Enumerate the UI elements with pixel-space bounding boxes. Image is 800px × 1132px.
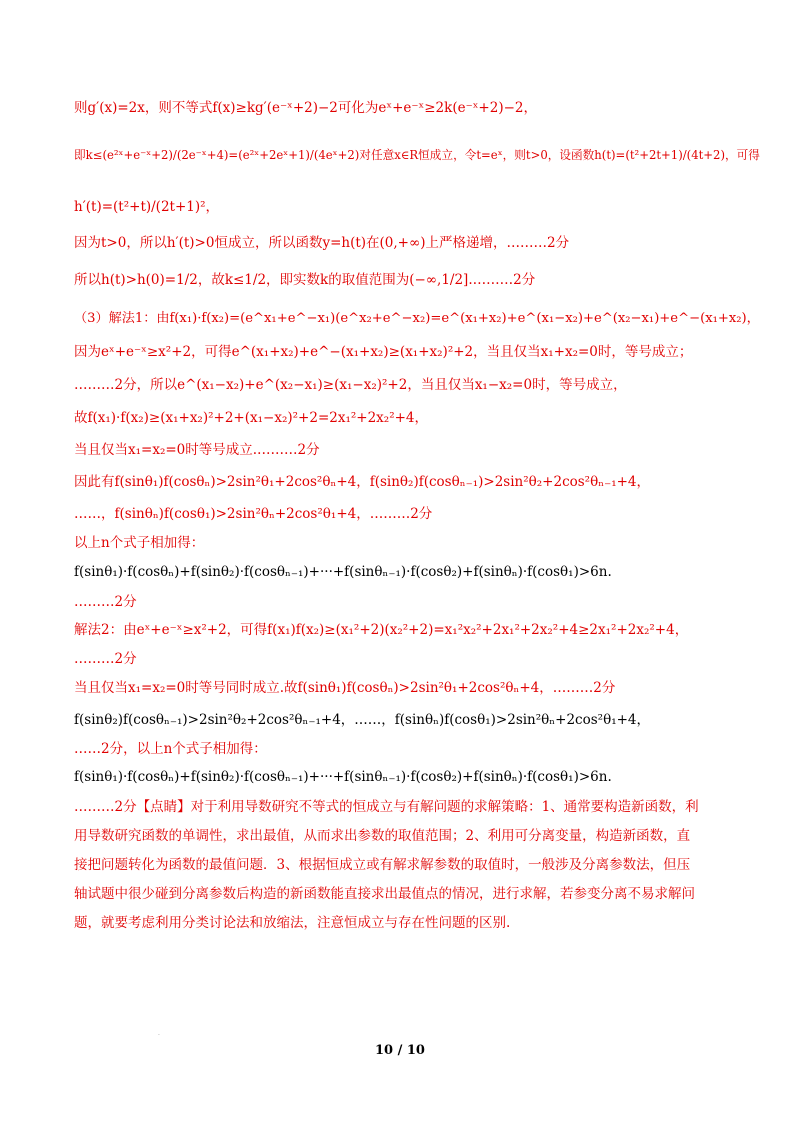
text-line: 解法2：由eˣ+e⁻ˣ≥x²+2，可得f(x₁)f(x₂)≥(x₁²+2)(x₂²+2)=x₁²x₂²+2x₁²+2x₂²+4≥2x₁²+2x₂²+4， [74,622,689,638]
text-line: ………2分 [74,651,137,667]
text-line: 当且仅当x₁=x₂=0时等号同时成立.故f(sinθ₁)f(cosθₙ)>2sin²θ₁+2cos²θₙ+4，………2分 [74,680,616,696]
text-line: ……，f(sinθₙ)f(cosθ₁)>2sin²θₙ+2cos²θ₁+4，………2分 [74,506,433,522]
decorative-dot: · [158,1032,160,1039]
text-line: 因此有f(sinθ₁)f(cosθₙ)>2sin²θ₁+2cos²θₙ+4，f(sinθ₂)f(cosθₙ₋₁)>2sin²θ₂+2cos²θₙ₋₁+4， [74,474,651,490]
text-line: ………2分【点睛】对于利用导数研究不等式的恒成立与有解问题的求解策略：1、通常要构造新函数，利 [74,799,699,815]
text-line: 题，就要考虑利用分类讨论法和放缩法，注意恒成立与存在性问题的区别. [74,915,511,931]
text-line: 因为t>0，所以h′(t)>0恒成立，所以函数y=h(t)在(0,+∞)上严格递增，………2分 [74,235,570,251]
text-line: （3）解法1：由f(x₁)·f(x₂)=(e^x₁+e^−x₁)(e^x₂+e^−x₂)=e^(x₁+x₂)+e^(x₁−x₂)+e^(x₂−x₁)+e^−(x₁+x₂)， [74,311,760,326]
text-line: 接把问题转化为函数的最值问题．3、根据恒成立或有解求解参数的取值时，一般涉及分离参数法，但压 [74,857,691,873]
text-line: ……2分，以上n个式子相加得： [74,741,267,757]
page-number: 10 / 10 [375,1043,425,1058]
text-line: 即k≤(e²ˣ+e⁻ˣ+2)/(2e⁻ˣ+4)=(e²ˣ+2eˣ+1)/(4eˣ+2)对任意x∈R恒成立，令t=eˣ，则t>0，设函数h(t)=(t²+2t+1)/(4t+2)，可得 [74,148,760,162]
text-line: f(sinθ₁)·f(cosθₙ)+f(sinθ₂)·f(cosθₙ₋₁)+···+f(sinθₙ₋₁)·f(cosθ₂)+f(sinθₙ)·f(cosθ₁)>6n. [74,564,612,580]
text-line: 以上n个式子相加得： [74,535,205,551]
text-line: 则g′(x)=2x，则不等式f(x)≥kg′(e⁻ˣ+2)−2可化为eˣ+e⁻ˣ≥2k(e⁻ˣ+2)−2， [74,100,537,116]
text-line: f(sinθ₂)f(cosθₙ₋₁)>2sin²θ₂+2cos²θₙ₋₁+4，……，f(sinθₙ)f(cosθ₁)>2sin²θₙ+2cos²θ₁+4， [74,712,651,728]
text-line: 用导数研究函数的单调性，求出最值，从而求出参数的取值范围；2、利用可分离变量，构造新函数，直 [74,828,691,844]
text-line: 故f(x₁)·f(x₂)≥(x₁+x₂)²+2+(x₁−x₂)²+2=2x₁²+2x₂²+4， [74,410,429,426]
text-line: 轴试题中很少碰到分离参数后构造的新函数能直接求出最值点的情况，进行求解，若参变分离不易求解问 [74,886,695,902]
text-line: ………2分 [74,594,137,610]
text-line: 当且仅当x₁=x₂=0时等号成立.………2分 [74,442,320,458]
text-line: f(sinθ₁)·f(cosθₙ)+f(sinθ₂)·f(cosθₙ₋₁)+···+f(sinθₙ₋₁)·f(cosθ₂)+f(sinθₙ)·f(cosθ₁)>6n. [74,769,612,785]
text-line: ………2分，所以e^(x₁−x₂)+e^(x₂−x₁)≥(x₁−x₂)²+2，当且仅当x₁−x₂=0时，等号成立， [74,377,627,393]
text-line: h′(t)=(t²+t)/(2t+1)²， [74,199,220,215]
text-line: 所以h(t)>h(0)=1/2，故k≤1/2，即实数k的取值范围为(−∞,1/2].………2分 [74,272,536,288]
text-line: 因为eˣ+e⁻ˣ≥x²+2，可得e^(x₁+x₂)+e^−(x₁+x₂)≥(x₁+x₂)²+2，当且仅当x₁+x₂=0时，等号成立； [74,344,693,360]
